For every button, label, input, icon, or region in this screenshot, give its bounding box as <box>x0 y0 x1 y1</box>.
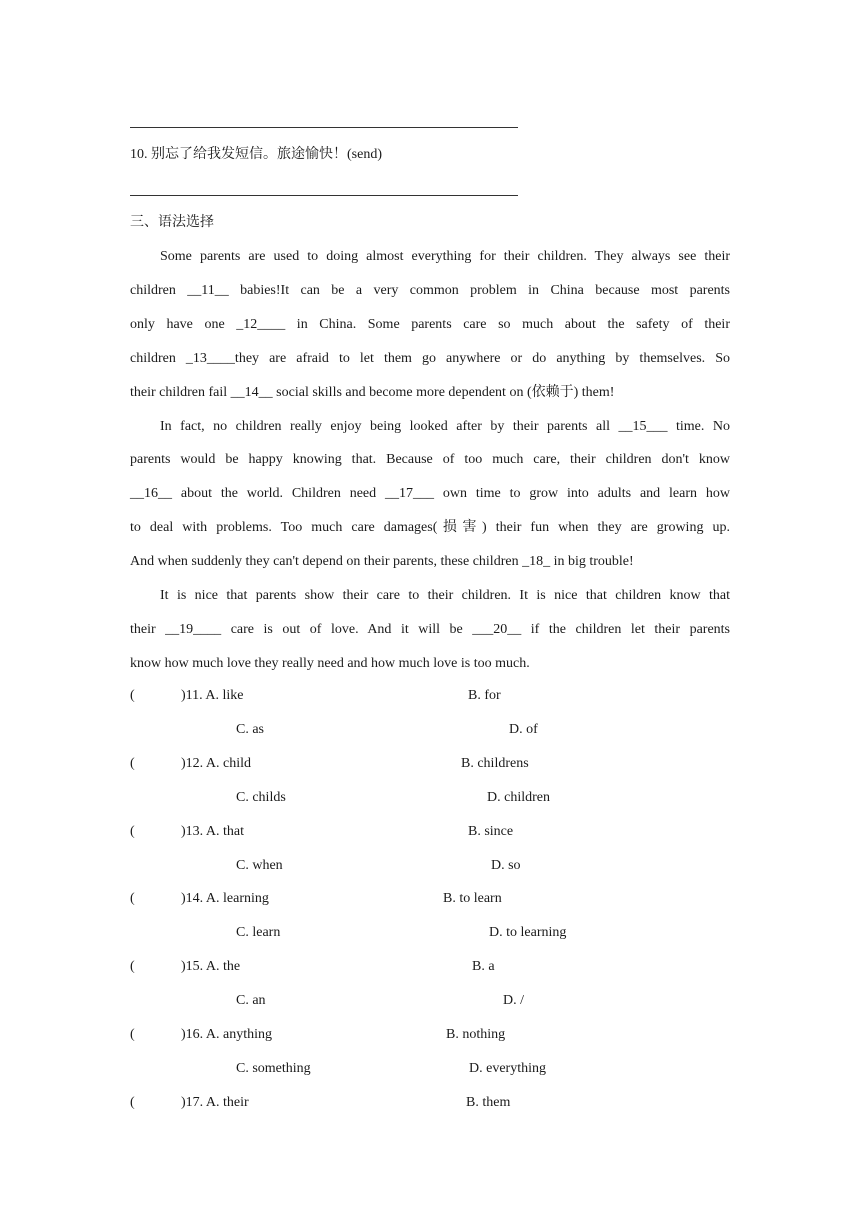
passage-line: In fact, no children really enjoy being looked after by their parents all __15___ time. No <box>160 418 730 434</box>
option-b: B. for <box>468 688 501 703</box>
answer-paren: ( <box>130 959 135 975</box>
answer-paren: ( <box>130 1027 135 1042</box>
option-a: )17. A. their <box>181 1094 249 1110</box>
answer-paren: ( <box>130 823 135 839</box>
option-b: B. childrens <box>461 755 529 771</box>
passage-line: __16__ about the world. Children need __17___ own time to grow into adults and learn how <box>130 486 730 502</box>
question-10: 10. 别忘了给我发短信。旅途愉快！(send) <box>130 147 382 162</box>
option-c: C. childs <box>236 789 286 805</box>
answer-paren: ( <box>130 891 135 907</box>
answer-line-10 <box>130 195 518 196</box>
passage-line: Some parents are used to doing almost everything for their children. They always see their <box>160 249 730 264</box>
option-d: D. to learning <box>489 925 567 941</box>
option-c: C. when <box>236 857 283 873</box>
option-a: )15. A. the <box>181 959 241 975</box>
option-d: D. children <box>487 789 550 805</box>
option-b: B. to learn <box>443 891 502 907</box>
passage-line: only have one _12____ in China. Some parents care so much about the safety of their <box>130 316 730 332</box>
option-a: )11. A. like <box>181 688 244 703</box>
passage-line: their __19____ care is out of love. And it will be ___20__ if the children let their parents <box>130 621 730 637</box>
option-b: B. nothing <box>446 1027 506 1042</box>
option-c: C. as <box>236 721 264 737</box>
passage-line: children __11__ babies!It can be a very common problem in China because most parents <box>130 282 730 298</box>
option-c: C. an <box>236 993 266 1009</box>
answer-paren: ( <box>130 755 135 771</box>
option-a: )16. A. anything <box>181 1027 272 1042</box>
option-c: C. something <box>236 1060 311 1076</box>
option-b: B. since <box>468 823 514 839</box>
passage-line: parents would be happy knowing that. Because of too much care, their children don't know <box>130 452 730 468</box>
option-d: D. so <box>491 857 521 873</box>
passage-line: to deal with problems. Too much care damages(损害) their fun when they are growing up. <box>130 520 730 536</box>
section-title: 三、语法选择 <box>130 215 214 230</box>
passage-line: their children fail __14__ social skills and become more dependent on (依赖于) them! <box>130 384 615 400</box>
option-a: )12. A. child <box>181 755 251 771</box>
option-d: D. / <box>503 993 524 1009</box>
answer-paren: ( <box>130 688 135 703</box>
option-b: B. them <box>466 1094 511 1110</box>
option-d: D. of <box>509 721 538 737</box>
passage-line: And when suddenly they can't depend on their parents, these children _18_ in big trouble! <box>130 554 634 570</box>
passage-line: It is nice that parents show their care to their children. It is nice that children know that <box>160 588 730 603</box>
answer-line-9 <box>130 127 518 128</box>
answer-paren: ( <box>130 1094 135 1110</box>
option-a: )14. A. learning <box>181 891 269 907</box>
passage-line: know how much love they really need and how much love is too much. <box>130 655 530 671</box>
option-b: B. a <box>472 959 495 975</box>
passage-line: children _13____they are afraid to let them go anywhere or do anything by themselves. So <box>130 350 730 366</box>
option-a: )13. A. that <box>181 823 244 839</box>
option-d: D. everything <box>469 1060 546 1076</box>
option-c: C. learn <box>236 925 281 941</box>
